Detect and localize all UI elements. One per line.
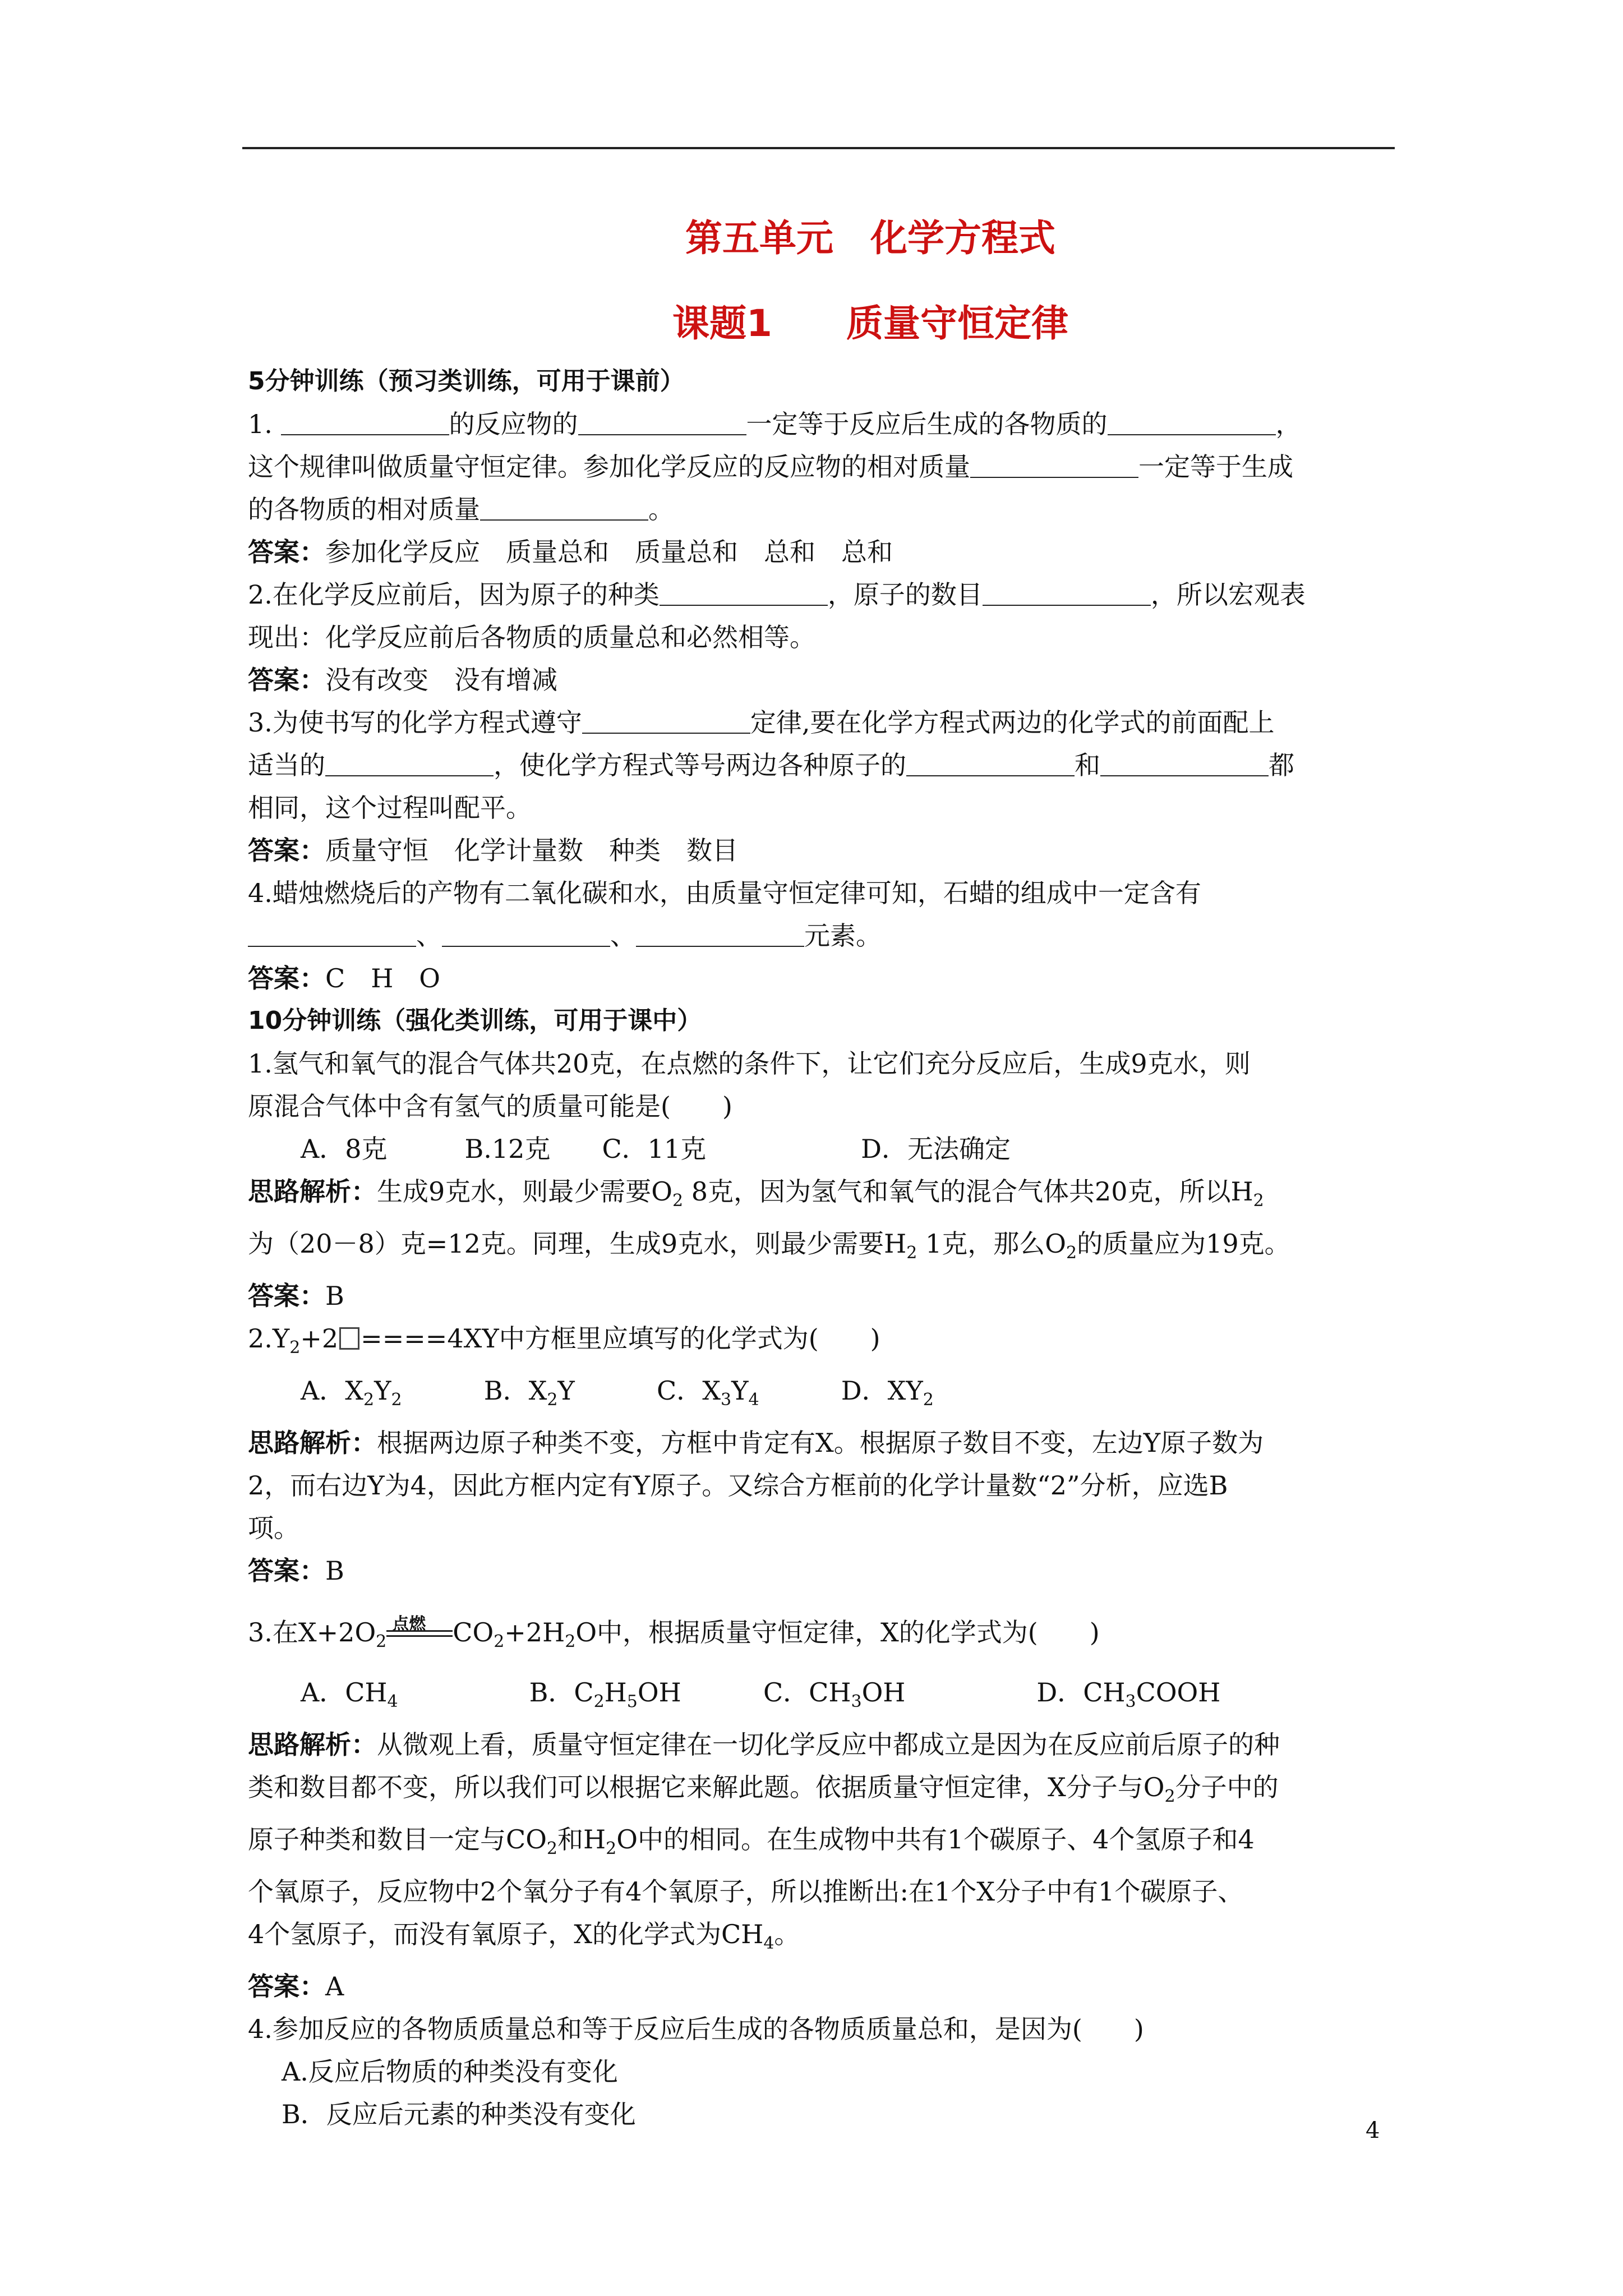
b3-answer: 答案：A [248, 1971, 344, 2001]
blank [636, 920, 804, 947]
section-5min: 5分钟训练（预习类训练，可用于课前） [248, 367, 685, 395]
b3-analysis-5: 4个氢原子，而没有氧原子，X的化学式为$CH_4$。 [248, 1919, 800, 1953]
blank [906, 749, 1075, 776]
blank [442, 920, 610, 947]
blank [660, 579, 828, 606]
b1-line2: 原混合气体中含有氢气的质量可能是( ) [248, 1091, 732, 1121]
b4-question: 4.参加反应的各物质质量总和等于反应后生成的各物质质量总和，是因为( ) [248, 2014, 1144, 2044]
q4-line1: 4.蜡烛燃烧后的产物有二氧化碳和水，由质量守恒定律可知，石蜡的组成中一定含有 [248, 878, 1201, 908]
header-rule [242, 147, 1395, 149]
b1-analysis-1: 思路解析：生成9克水，则最少需要$O_2$ 8克，因为氢气和氧气的混合气体共20克，所以$H_2$ [248, 1176, 1264, 1211]
b3-analysis-1: 思路解析：从微观上看，质量守恒定律在一切化学反应中都成立是因为在反应前后原子的种 [248, 1729, 1280, 1760]
q3-answer: 答案：质量守恒 化学计量数 种类 数目 [248, 835, 738, 866]
page-number: 4 [1366, 2118, 1380, 2143]
blank [248, 920, 416, 947]
q3-line1: 3.为使书写的化学方程式遵守 定律,要在化学方程式两边的化学式的前面配上 [248, 707, 1275, 738]
q1-line1: 1. 的反应物的 一定等于反应后生成的各物质的 ， [248, 409, 1302, 439]
b1-options: A．8克 B.12克 C．11克 D．无法确定 [301, 1134, 1011, 1164]
blank [480, 494, 648, 521]
blank [325, 749, 494, 776]
blank [970, 451, 1138, 478]
b2-question: $2.Y_2+2 ====4XY$中方框里应填写的化学式为( ) [248, 1323, 880, 1358]
q3-line3: 相同，这个过程叫配平。 [248, 793, 532, 823]
document-body [248, 213, 1392, 2136]
reaction-arrow: 点燃 [386, 1629, 453, 1640]
b1-answer: 答案：B [248, 1281, 344, 1311]
b3-options: A．$CH_4$ B．$C_2H_5OH$ C．$CH_3OH$ D．$CH_3COOH$ [301, 1677, 1221, 1711]
q1-answer: 答案：参加化学反应 质量总和 质量总和 总和 总和 [248, 537, 893, 567]
b2-analysis-2: 2，而右边Y为4，因此方框内定有Y原子。又综合方框前的化学计量数“2”分析，应选B [248, 1470, 1228, 1501]
b4-option-b: B．反应后元素的种类没有变化 [282, 2099, 636, 2129]
q4-answer: 答案：C H O [248, 963, 441, 993]
b1-line1: 1.氢气和氧气的混合气体共20克，在点燃的条件下，让它们充分反应后，生成9克水，则 [248, 1048, 1251, 1079]
blank [1108, 408, 1276, 435]
b1-analysis-2: 为（20－8）克=12克。同理，生成9克水，则最少需要$H_2$ 1克，那么$O_2$的质量应为19克。 [248, 1228, 1290, 1263]
section-10min: 10分钟训练（强化类训练，可用于课中） [248, 1006, 702, 1035]
q2-line2: 现出：化学反应前后各物质的质量总和必然相等。 [248, 622, 815, 652]
q2-line1: 2.在化学反应前后，因为原子的种类 ，原子的数目 ，所以宏观表 [248, 579, 1306, 610]
blank-box [339, 1327, 359, 1350]
q1-line2: 这个规律叫做质量守恒定律。参加化学反应的反应物的相对质量 一定等于生成 [248, 452, 1293, 482]
b2-analysis-3: 项。 [248, 1513, 299, 1543]
blank [578, 408, 746, 435]
b3-analysis-3: 原子种类和数目一定与$CO_2$和$H_2O$中的相同。在生成物中共有1个碳原子、4个氢原子和4 [248, 1824, 1255, 1858]
b3-analysis-4: 个氧原子，反应物中2个氧分子有4个氧原子，所以推断出:在1个X分子中有1个碳原子、 [248, 1876, 1244, 1907]
q3-line2: 适当的 ，使化学方程式等号两边各种原子的 和 都 [248, 750, 1294, 780]
unit-title: 第五单元 化学方程式 [685, 217, 1055, 260]
q1-line3: 的各物质的相对质量 。 [248, 494, 674, 524]
b3-analysis-2: 类和数目都不变，所以我们可以根据它来解此题。依据质量守恒定律，X分子与$O_2$分子中的 [248, 1772, 1279, 1806]
blank [582, 707, 750, 734]
blank [983, 579, 1151, 606]
q4-line2: 、 、 元素。 [248, 914, 1392, 957]
lesson-title: 课题1 质量守恒定律 [672, 302, 1068, 345]
q2-answer: 答案：没有改变 没有增减 [248, 665, 557, 695]
b4-option-a: A.反应后物质的种类没有变化 [282, 2056, 618, 2087]
b2-options: A．$X_2Y_2$ B．$X_2Y$ C．$X_3Y_4$ D．$XY_2$ [301, 1375, 934, 1410]
blank [281, 408, 449, 435]
b2-analysis-1: 思路解析：根据两边原子种类不变，方框中肯定有X。根据原子数目不变，左边Y原子数为 [248, 1428, 1264, 1458]
b2-answer: 答案：B [248, 1556, 344, 1586]
b3-question: 3.在$X+2O_2$ 点燃 $CO_2+2H_2O$中，根据质量守恒定律，X的化学式为( ) [248, 1614, 1100, 1651]
blank [1100, 749, 1269, 776]
